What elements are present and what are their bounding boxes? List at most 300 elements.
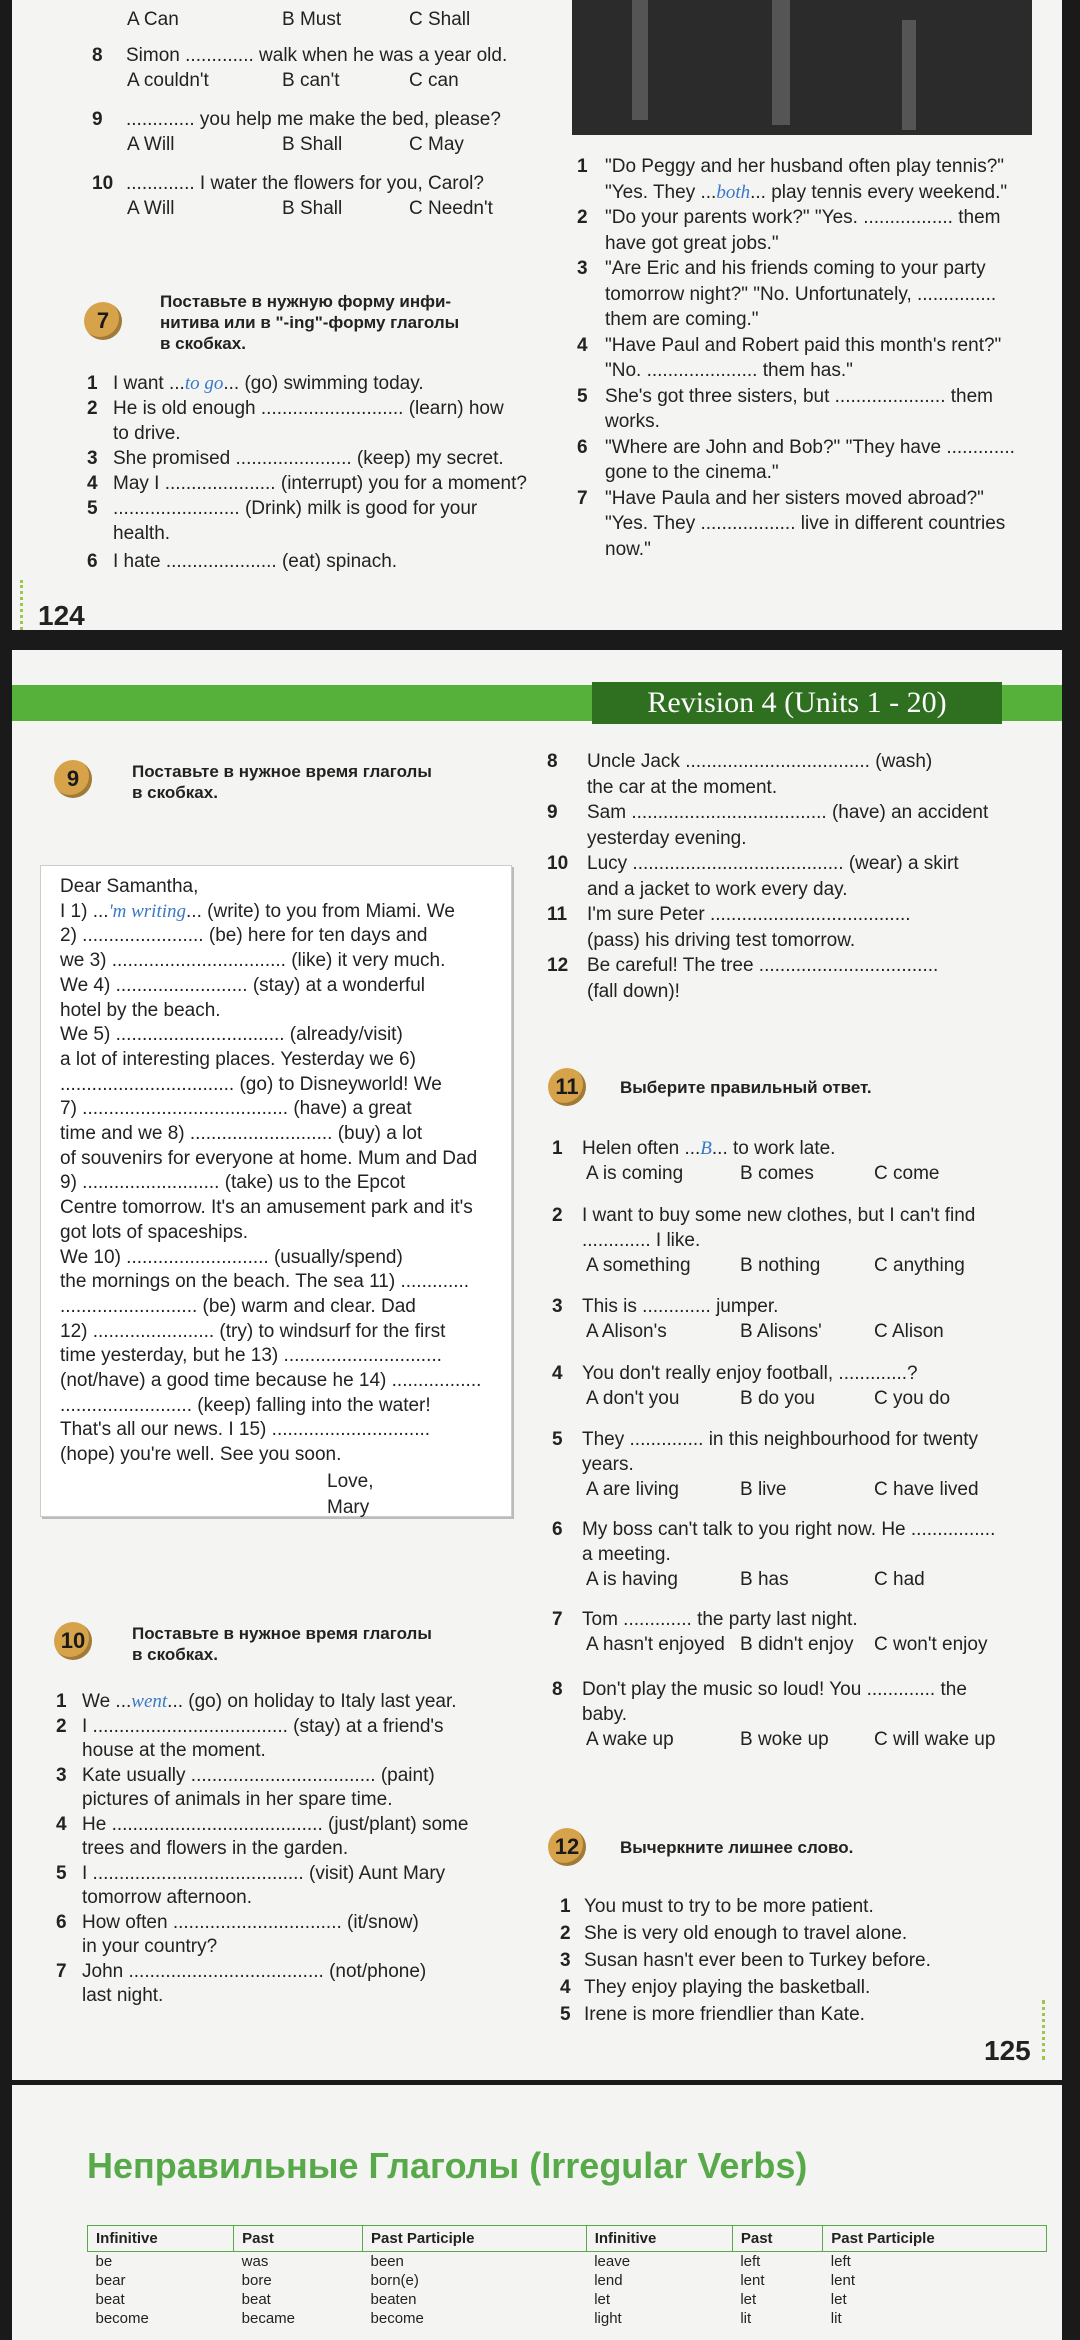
answer-option[interactable]: A is coming (586, 1163, 684, 1184)
text-line (577, 538, 651, 562)
item-number: 8 (92, 45, 103, 66)
line-text: They .............. in this neighbourhood for twenty (582, 1429, 979, 1450)
answer-example: B (700, 1138, 712, 1159)
text-line (552, 1518, 995, 1542)
text-line (577, 232, 779, 256)
answer-option[interactable]: C had (874, 1569, 925, 1590)
item-number: 8 (547, 751, 558, 772)
exercise-10-instruction-1: Поставьте в нужное время глаголы (132, 1624, 432, 1643)
text-line (60, 1443, 341, 1467)
line-text-end: ... (go) on holiday to Italy last year. (167, 1691, 457, 1712)
item-number: 7 (577, 487, 588, 509)
text-line (60, 1295, 416, 1319)
exercise-11-number: 11 (548, 1068, 586, 1106)
text-line (60, 1394, 431, 1418)
item-number: 11 (547, 904, 568, 925)
text-line (60, 1048, 416, 1072)
text-line (60, 900, 455, 924)
item-number: 3 (552, 1296, 563, 1317)
line-text: we 3) ................................. (like) it very much. (60, 950, 446, 972)
item-number: 5 (56, 1862, 67, 1884)
answer-option[interactable]: A Can (127, 9, 179, 30)
question-text: ............. I water the flowers for you, Carol? (126, 173, 484, 194)
sentence-text: They enjoy playing the basketball. (584, 1977, 871, 1998)
table-cell: leave (594, 2253, 631, 2270)
line-text: Kate usually ................................... (paint) (82, 1764, 435, 1786)
item-number: 6 (56, 1911, 67, 1933)
table-cell: beat (241, 2291, 271, 2308)
text-line (87, 497, 477, 521)
answer-option[interactable]: C Shall (409, 9, 471, 30)
exercise-10-number: 10 (54, 1622, 92, 1660)
item-number: 5 (560, 2004, 571, 2025)
text-line (60, 1196, 473, 1220)
line-text-end: ... (go) swimming today. (223, 373, 424, 394)
line-text: have got great jobs." (605, 232, 779, 254)
text-line (60, 1097, 412, 1121)
line-text: (hope) you're well. See you soon. (60, 1444, 342, 1466)
line-text: Sam ..................................... (have) an accident (587, 802, 989, 823)
line-text: I ..................................... (stay) at a friend's (82, 1715, 444, 1737)
item-number: 2 (577, 207, 588, 228)
text-line (60, 1418, 430, 1442)
line-text: She promised ...................... (keep) my secret. (113, 448, 504, 469)
line-text-end: ... to work late. (711, 1138, 836, 1159)
answer-option[interactable]: A are living (586, 1479, 679, 1500)
line-text: Lucy ........................................ (wear) a skirt (587, 853, 959, 874)
text-line (547, 852, 959, 876)
line-text: "No. ..................... them has." (605, 360, 853, 381)
answer-option[interactable]: A Alison's (586, 1321, 667, 1342)
line-text: 9) .......................... (take) us to the Epcot (60, 1172, 406, 1194)
line-text: .......................... (be) warm and clear. Dad (60, 1295, 416, 1317)
item-number: 4 (87, 473, 98, 494)
line-text: May I ..................... (interrupt) you for a moment? (113, 473, 527, 494)
line-text: That's all our news. I 15) .............................. (60, 1419, 431, 1441)
column-header: Past (732, 2226, 822, 2252)
question-text: ............. you help me make the bed, please? (126, 109, 501, 130)
item-number: 5 (577, 385, 588, 407)
column-header: Infinitive (88, 2226, 234, 2252)
page-number-124: 124 (38, 600, 85, 630)
line-text: tomorrow night?" "No. Unfortunately, ............... (605, 283, 997, 305)
line-text: "Do your parents work?" "Yes. ................. them (605, 207, 1001, 228)
table-cell: be (95, 2253, 113, 2270)
line-text: "Yes. They ... (605, 181, 717, 203)
line-text: (pass) his driving test tomorrow. (587, 929, 856, 951)
exercise-9-instruction-2: в скобках. (132, 783, 218, 802)
page-125 (12, 650, 1062, 2080)
answer-option[interactable]: B do you (740, 1388, 815, 1409)
text-line (577, 436, 1015, 460)
text-line (87, 372, 424, 396)
line-text: (fall down)! (587, 980, 680, 1002)
sentence-text: Susan hasn't ever been to Turkey before. (584, 1950, 931, 1971)
letter-sign-name: Mary (327, 1497, 370, 1518)
line-text: How often ................................ (it/snow) (82, 1911, 419, 1933)
answer-option[interactable]: B didn't enjoy (740, 1634, 854, 1655)
line-text: I 1) ... (60, 900, 109, 922)
text-line (56, 1837, 348, 1861)
text-line (60, 974, 425, 998)
page-124-margin-dots (20, 580, 27, 630)
line-text: pictures of animals in her spare time. (82, 1789, 393, 1810)
text-line (60, 1147, 477, 1171)
text-line (552, 1608, 858, 1632)
answer-option[interactable]: C can (409, 70, 459, 91)
text-line (87, 447, 504, 471)
item-number: 1 (552, 1138, 563, 1159)
answer-example: both (716, 181, 751, 203)
item-number: 1 (560, 1896, 571, 1917)
text-line (56, 1862, 445, 1886)
line-text: Don't play the music so loud! You ............. the (582, 1679, 967, 1700)
text-line (552, 1204, 975, 1228)
item-number: 1 (87, 373, 98, 394)
text-line (60, 1073, 442, 1097)
page-number-125: 125 (984, 2035, 1031, 2066)
answer-option[interactable]: A hasn't enjoyed (586, 1634, 725, 1655)
item-number: 4 (560, 1977, 571, 1998)
text-line (552, 1362, 918, 1386)
text-line (552, 1678, 967, 1702)
text-line (60, 1221, 248, 1245)
answer-option[interactable]: B nothing (740, 1255, 821, 1276)
exercise-12-sentence (560, 2003, 865, 2027)
line-text: tomorrow afternoon. (82, 1887, 253, 1908)
answer-option[interactable]: C May (409, 134, 464, 155)
answer-option[interactable]: A is having (586, 1569, 678, 1590)
table-row (88, 2271, 1047, 2290)
line-text: Helen often ... (582, 1138, 701, 1159)
exercise-9-instruction-1: Поставьте в нужное время глаголы (132, 762, 432, 781)
item-number: 3 (87, 448, 98, 469)
text-line (56, 1813, 468, 1837)
item-number: 6 (577, 436, 588, 458)
text-line (56, 1715, 444, 1739)
letter-sign-love: Love, (327, 1471, 374, 1492)
table-row (88, 2290, 1047, 2309)
exercise-7-number: 7 (84, 302, 122, 340)
text-line (547, 878, 848, 902)
tennis-photo (572, 0, 1032, 135)
answer-option[interactable]: A don't you (586, 1388, 680, 1409)
item-number: 2 (56, 1715, 67, 1737)
answer-option[interactable]: A wake up (586, 1729, 674, 1750)
answer-option[interactable]: B can't (282, 70, 340, 91)
answer-option[interactable]: C you do (874, 1388, 951, 1409)
text-line (60, 924, 428, 948)
line-text: time yesterday, but he 13) .............................. (60, 1345, 442, 1367)
line-text: Uncle Jack ................................... (wash) (587, 751, 933, 772)
column-header: Past Participle (363, 2226, 587, 2252)
line-text: "Do Peggy and her husband often play tennis?" (605, 156, 1005, 177)
line-text: I want ... (113, 373, 185, 394)
answer-option[interactable]: A Will (127, 134, 175, 155)
table-cell: light (594, 2310, 622, 2327)
answer-option[interactable]: A couldn't (127, 70, 209, 91)
text-line (547, 929, 855, 953)
table-cell: let (594, 2291, 611, 2308)
item-number: 6 (552, 1519, 563, 1540)
line-text: them are coming." (605, 309, 759, 330)
text-line (577, 385, 993, 409)
line-text: trees and flowers in the garden. (82, 1838, 349, 1859)
line-text: 2) ....................... (be) here for ten days and (60, 925, 428, 947)
line-text: a lot of interesting places. Yesterday we 6) (60, 1048, 416, 1070)
item-number: 9 (547, 802, 558, 823)
line-text: I ........................................ (visit) Aunt Mary (82, 1862, 446, 1884)
text-line (60, 1369, 481, 1393)
line-text: last night. (82, 1985, 164, 2006)
line-text: and a jacket to work every day. (587, 878, 848, 900)
text-line (547, 750, 932, 774)
line-text: My boss can't talk to you right now. He ................ (582, 1519, 996, 1540)
answer-option[interactable]: B comes (740, 1163, 814, 1184)
line-text: gone to the cinema." (605, 462, 779, 483)
answer-option[interactable]: B has (740, 1569, 789, 1590)
table-row (88, 2252, 1047, 2272)
text-line (577, 155, 1004, 179)
answer-option[interactable]: C will wake up (874, 1729, 996, 1750)
line-text: ................................. (go) to Disneyworld! We (60, 1073, 442, 1095)
text-line (60, 1171, 405, 1195)
item-number: 8 (552, 1679, 563, 1700)
table-cell: bear (95, 2272, 126, 2289)
answer-option[interactable]: B Alisons' (740, 1321, 822, 1342)
item-number: 2 (560, 1923, 571, 1944)
line-text: (not/have) a good time because he 14) ................. (60, 1370, 482, 1391)
exercise-7-instruction-2: нитива или в "-ing"-форму глаголы (160, 313, 460, 332)
text-line (552, 1428, 978, 1452)
line-text: the mornings on the beach. The sea 11) ............. (60, 1271, 470, 1293)
sentence-text: She is very old enough to travel alone. (584, 1923, 908, 1944)
sentence-text: Irene is more friendlier than Kate. (584, 2004, 865, 2025)
exercise-6-question (92, 108, 501, 132)
answer-option[interactable]: B Shall (282, 198, 343, 219)
line-text: Centre tomorrow. It's an amusement park and it's (60, 1197, 473, 1219)
text-line (577, 359, 853, 383)
page-124 (12, 0, 1062, 630)
item-number: 2 (87, 398, 98, 419)
question-continuation: years. (582, 1454, 634, 1475)
text-line (547, 776, 777, 800)
item-number: 4 (577, 334, 588, 356)
exercise-11-instruction: Выберите правильный ответ. (620, 1078, 872, 1097)
irregular-verbs-page (12, 2085, 1062, 2340)
line-text: ......................... (keep) falling into the water! (60, 1394, 431, 1416)
line-text: 12) ....................... (try) to windsurf for the first (60, 1320, 446, 1342)
answer-option[interactable]: C have lived (874, 1479, 979, 1500)
table-cell: left (740, 2253, 761, 2270)
line-text: "Where are John and Bob?" "They have ............. (605, 436, 1015, 458)
table-cell: born(e) (370, 2272, 419, 2289)
text-line (60, 1270, 469, 1294)
line-text: He is old enough ........................... (learn) how (113, 398, 504, 419)
line-text: 7) ....................................... (have) a great (60, 1098, 412, 1120)
table-cell: became (241, 2310, 296, 2327)
text-line (577, 487, 984, 511)
text-line (552, 1295, 778, 1319)
text-line (577, 512, 1005, 536)
line-text: "Have Paula and her sisters moved abroad?" (605, 487, 984, 509)
item-number: 7 (56, 1960, 67, 1982)
text-line (60, 875, 198, 899)
line-text: got lots of spaceships. (60, 1221, 248, 1243)
text-line (60, 1320, 445, 1344)
line-text: of souvenirs for everyone at home. Mum and Dad (60, 1147, 478, 1169)
exercise-6-question (92, 44, 507, 68)
answer-option[interactable]: B woke up (740, 1729, 829, 1750)
text-line (552, 1137, 835, 1161)
text-line (547, 903, 911, 927)
line-text: yesterday evening. (587, 827, 747, 849)
text-line (56, 1911, 419, 1935)
irregular-verbs-title: Неправильные Глаголы (Irregular Verbs) (87, 2145, 808, 2186)
table-cell: let (740, 2291, 757, 2308)
exercise-6-question (92, 172, 484, 196)
table-row (88, 2309, 1047, 2328)
text-line (56, 1739, 266, 1763)
line-text: I want to buy some new clothes, but I can't find (582, 1205, 976, 1226)
answer-example: went (131, 1691, 168, 1712)
text-line (60, 1122, 422, 1146)
column-header: Infinitive (586, 2226, 732, 2252)
table-cell: was (241, 2253, 269, 2270)
exercise-12-sentence (560, 1949, 931, 1973)
table-cell: lent (740, 2272, 765, 2289)
item-number: 5 (552, 1429, 563, 1450)
table-cell: beaten (370, 2291, 417, 2308)
text-line (60, 999, 221, 1023)
line-text: to drive. (113, 423, 181, 444)
text-line (56, 1984, 163, 2008)
text-line (56, 1935, 217, 1959)
answer-option[interactable]: C anything (874, 1255, 965, 1276)
item-number: 10 (547, 853, 569, 874)
text-line (87, 422, 181, 446)
exercise-12-instruction: Вычеркните лишнее слово. (620, 1838, 854, 1857)
answer-option[interactable]: B Must (282, 9, 342, 30)
line-text: I'm sure Peter ...................................... (587, 904, 911, 925)
table-cell: lit (740, 2310, 752, 2327)
text-line (87, 550, 397, 574)
line-text: We 5) ................................ (already/visit) (60, 1024, 403, 1046)
question-continuation: ............. I like. (582, 1230, 701, 1251)
line-text: the car at the moment. (587, 776, 778, 798)
answer-option[interactable]: C Needn't (409, 198, 493, 219)
line-text: We ... (82, 1691, 132, 1712)
text-line (56, 1788, 392, 1812)
text-line (547, 980, 680, 1004)
text-line (577, 181, 1007, 205)
table-cell: lit (830, 2310, 842, 2327)
item-number: 2 (552, 1205, 563, 1226)
item-number: 3 (56, 1764, 67, 1786)
line-text: hotel by the beach. (60, 999, 221, 1021)
text-line (60, 1023, 403, 1047)
irregular-verbs-table (87, 2225, 1047, 2328)
table-cell: left (830, 2253, 851, 2270)
line-text: now." (605, 538, 651, 560)
line-text: Tom ............. the party last night. (582, 1609, 858, 1630)
line-text: house at the moment. (82, 1740, 266, 1761)
table-cell: become (370, 2310, 424, 2327)
item-number: 3 (560, 1950, 571, 1971)
item-number: 12 (547, 955, 569, 976)
table-cell: been (370, 2253, 404, 2270)
text-line (56, 1690, 457, 1714)
item-number: 5 (87, 498, 98, 519)
line-text: This is ............. jumper. (582, 1296, 779, 1317)
item-number: 4 (552, 1363, 563, 1384)
answer-option[interactable]: C come (874, 1163, 940, 1184)
exercise-7-instruction-1: Поставьте в нужную форму инфи- (160, 292, 452, 311)
text-line (87, 472, 527, 496)
question-text: Simon ............. walk when he was a year old. (126, 45, 508, 66)
line-text: Dear Samantha, (60, 876, 199, 897)
line-text: in your country? (82, 1936, 218, 1957)
table-cell: lend (594, 2272, 623, 2289)
answer-option[interactable]: A something (586, 1255, 691, 1276)
item-number: 4 (56, 1813, 67, 1835)
line-text: "Have Paul and Robert paid this month's rent?" (605, 334, 1002, 356)
text-line (577, 206, 1000, 230)
line-text: Be careful! The tree .................................. (587, 955, 939, 976)
question-continuation: a meeting. (582, 1544, 671, 1565)
line-text: "Yes. They .................. live in different countries (605, 513, 1006, 534)
line-text: time and we 8) ........................... (buy) a lot (60, 1123, 423, 1144)
line-text: We 4) ......................... (stay) at a wonderful (60, 974, 425, 996)
answer-option[interactable]: C Alison (874, 1321, 944, 1342)
table-cell: let (830, 2291, 847, 2308)
table-cell: lent (830, 2272, 855, 2289)
text-line (577, 410, 660, 434)
exercise-12-sentence (560, 1976, 870, 2000)
item-number: 1 (577, 156, 588, 177)
page-125-margin-dots (1042, 2000, 1049, 2060)
line-text-end: ... (write) to you from Miami. We (186, 900, 455, 922)
column-header: Past (234, 2226, 363, 2252)
text-line (87, 397, 504, 421)
item-number: 7 (552, 1609, 563, 1630)
exercise-9-number: 9 (54, 760, 92, 798)
text-line (56, 1886, 252, 1910)
text-line (577, 334, 1001, 358)
line-text: She's got three sisters, but ..................... them (605, 385, 994, 407)
text-line (60, 949, 445, 973)
answer-option[interactable]: C won't enjoy (874, 1634, 988, 1655)
text-line (56, 1960, 426, 1984)
line-text: health. (113, 523, 171, 544)
line-text: I hate ..................... (eat) spinach. (113, 551, 398, 572)
exercise-12-number: 12 (548, 1828, 586, 1866)
exercise-10-instruction-2: в скобках. (132, 1645, 218, 1664)
exercise-7-instruction-3: в скобках. (160, 334, 246, 353)
text-line (547, 954, 938, 978)
line-text: works. (605, 411, 660, 432)
text-line (547, 827, 747, 851)
exercise-12-sentence (560, 1922, 907, 1946)
answer-option[interactable]: A Will (127, 198, 175, 219)
line-text-end: ... play tennis every weekend." (750, 181, 1008, 203)
answer-option[interactable]: B live (740, 1479, 787, 1500)
revision-title: Revision 4 (Units 1 - 20) (592, 682, 1002, 724)
line-text: He ........................................ (just/plant) some (82, 1813, 469, 1835)
answer-option[interactable]: B Shall (282, 134, 343, 155)
text-line (577, 461, 779, 485)
text-line (577, 283, 996, 307)
